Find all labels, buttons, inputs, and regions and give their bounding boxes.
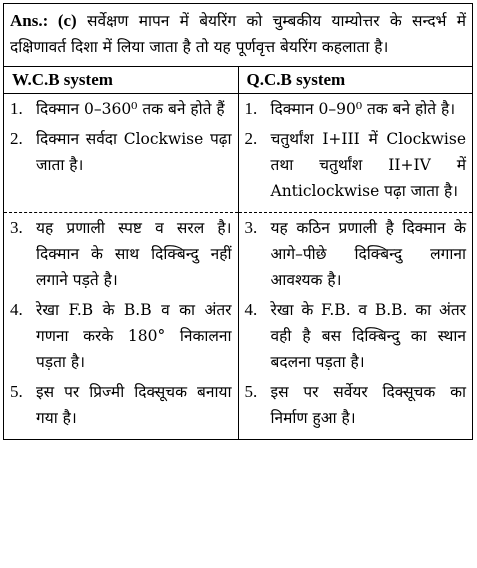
comparison-table <box>4 67 472 439</box>
header-wcb: W.C.B system <box>4 67 238 94</box>
item-text: चतुर्थांश I+III में Clockwise तथा चतुर्थांश II+IV में Anticlockwise पढ़ा जाता है। <box>270 130 466 200</box>
item-number: 2. <box>10 129 23 148</box>
answer-frame <box>3 3 473 440</box>
item-number: 4. <box>10 300 23 319</box>
qcb-cell-group-2 <box>238 213 472 440</box>
table-header-row <box>4 67 472 94</box>
item-text: दिक्मान 0–90⁰ तक बने होते है। <box>270 100 456 118</box>
item-text: यह प्रणाली स्पष्ट व सरल है। दिक्मान के साथ दिक्बिन्दु नहीं लगाने पड़ते है। <box>36 219 232 289</box>
answer-label: Ans.: (c) <box>10 11 77 30</box>
item-text: रेखा के F.B. व B.B. का अंतर वही है बस दिक्बिन्दु का स्थान बदलना पड़ता है। <box>270 301 466 371</box>
list-item <box>245 215 467 293</box>
item-number: 4. <box>244 300 258 319</box>
wcb-cell-group-2 <box>4 213 238 440</box>
table-row <box>4 213 472 440</box>
list-item <box>10 126 232 178</box>
list-item <box>245 297 467 375</box>
list-item <box>245 96 467 122</box>
item-text: रेखा F.B के B.B व का अंतर गणना करके 180° निकालना पड़ता है। <box>36 301 232 371</box>
list-item <box>10 297 232 375</box>
qcb-cell-group-1 <box>238 94 472 213</box>
item-number: 5. <box>244 382 258 401</box>
item-text: दिक्मान सर्वदा Clockwise पढ़ा जाता है। <box>36 130 232 174</box>
answer-paragraph <box>4 4 472 67</box>
item-text: दिक्मान 0–360⁰ तक बने होते हैं <box>36 100 225 118</box>
item-number: 3. <box>10 218 23 237</box>
header-qcb: Q.C.B system <box>238 67 472 94</box>
item-number: 3. <box>244 218 258 237</box>
list-item <box>245 126 467 204</box>
table-row <box>4 94 472 213</box>
answer-text: सर्वेक्षण मापन में बेयरिंग को चुम्बकीय याम्योत्तर के सन्दर्भ में दक्षिणावर्त दिशा में लिया जाता है तो यह पूर्णवृत्त बेयरिंग कहलाता है। <box>10 12 466 56</box>
list-item <box>10 379 232 431</box>
item-text: इस पर प्रिज्मी दिक्सूचक बनाया गया है। <box>36 383 232 427</box>
list-item <box>10 215 232 293</box>
item-number: 2. <box>244 129 258 148</box>
list-item <box>10 96 232 122</box>
item-number: 1. <box>10 99 23 118</box>
item-number: 5. <box>10 382 23 401</box>
wcb-cell-group-1 <box>4 94 238 213</box>
item-text: यह कठिन प्रणाली है दिक्मान के आगे–पीछे दिक्बिन्दु लगाना आवश्यक है। <box>270 219 466 289</box>
item-number: 1. <box>244 99 258 118</box>
item-text: इस पर सर्वेयर दिक्सूचक का निर्माण हुआ है। <box>270 383 466 427</box>
list-item <box>245 379 467 431</box>
